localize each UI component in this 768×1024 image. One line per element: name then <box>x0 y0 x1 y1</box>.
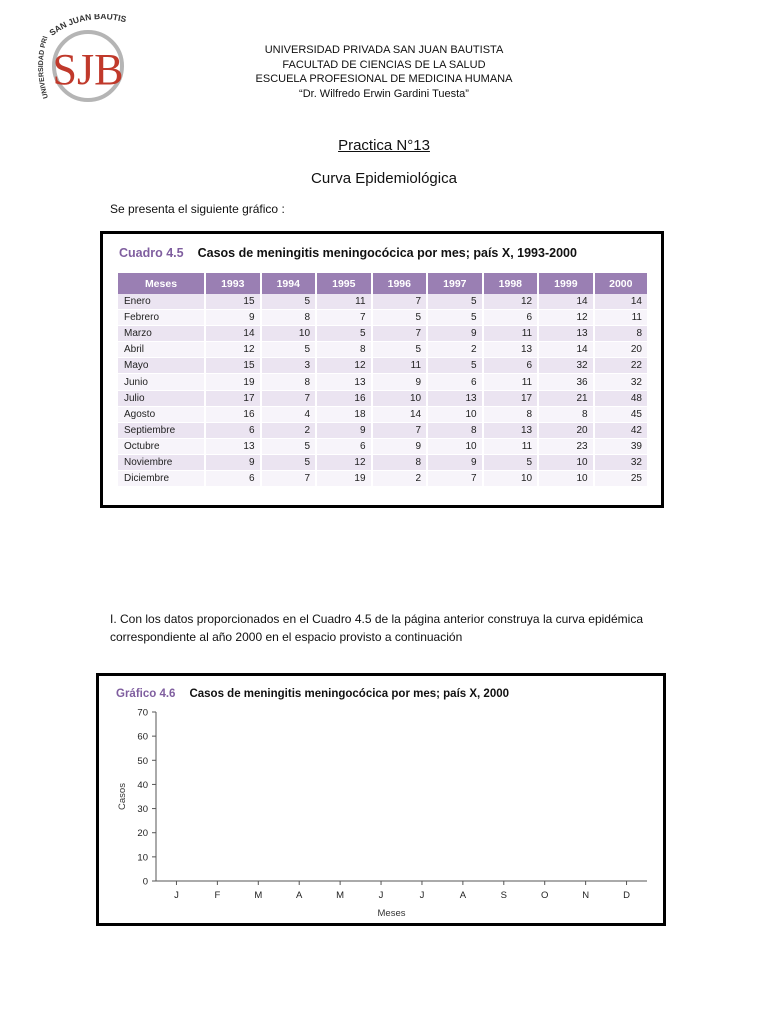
table-row <box>118 454 647 470</box>
table-header-row <box>118 273 647 294</box>
cases-cell: 6 <box>205 422 261 438</box>
cases-cell: 8 <box>427 422 483 438</box>
table-row <box>118 294 647 310</box>
cases-cell: 9 <box>205 310 261 326</box>
column-header-year: 1993 <box>205 273 261 294</box>
cases-cell: 45 <box>594 406 647 422</box>
column-header-year: 2000 <box>594 273 647 294</box>
cases-cell: 7 <box>261 471 317 487</box>
cases-cell: 14 <box>594 294 647 310</box>
cases-cell: 10 <box>372 390 428 406</box>
cases-cell: 13 <box>316 374 372 390</box>
cases-cell: 14 <box>205 326 261 342</box>
table-row <box>118 471 647 487</box>
cases-cell: 11 <box>483 374 539 390</box>
cases-cell: 11 <box>316 294 372 310</box>
cases-cell: 8 <box>261 310 317 326</box>
y-tick-label: 50 <box>137 755 148 767</box>
cases-cell: 18 <box>316 406 372 422</box>
month-cell: Febrero <box>118 310 205 326</box>
month-cell: Enero <box>118 294 205 310</box>
y-tick-label: 0 <box>142 876 148 888</box>
table-caption <box>119 246 577 260</box>
cases-cell: 14 <box>538 294 594 310</box>
cases-cell: 11 <box>483 438 539 454</box>
table-row <box>118 406 647 422</box>
month-cell: Abril <box>118 342 205 358</box>
cases-cell: 13 <box>483 422 539 438</box>
table-row <box>118 374 647 390</box>
x-tick-label: A <box>296 890 303 901</box>
table-title: Casos de meningitis meningocócica por mes; país X, 1993-2000 <box>197 246 577 260</box>
cases-cell: 9 <box>316 422 372 438</box>
logo-monogram: SJB <box>52 45 124 94</box>
cases-cell: 8 <box>538 406 594 422</box>
x-tick-label: S <box>500 890 507 901</box>
cases-cell: 5 <box>427 310 483 326</box>
cases-cell: 14 <box>372 406 428 422</box>
cases-cell: 12 <box>538 310 594 326</box>
cases-cell: 6 <box>316 438 372 454</box>
table-row <box>118 358 647 374</box>
table-row <box>118 310 647 326</box>
cases-cell: 5 <box>372 310 428 326</box>
cases-cell: 15 <box>205 358 261 374</box>
cases-cell: 2 <box>261 422 317 438</box>
cases-cell: 6 <box>427 374 483 390</box>
cases-cell: 12 <box>483 294 539 310</box>
x-tick-label: D <box>623 890 630 901</box>
cases-cell: 48 <box>594 390 647 406</box>
cases-cell: 7 <box>427 471 483 487</box>
cases-cell: 2 <box>427 342 483 358</box>
month-cell: Septiembre <box>118 422 205 438</box>
x-tick-label: F <box>214 890 221 901</box>
cases-cell: 10 <box>538 454 594 470</box>
cases-cell: 17 <box>205 390 261 406</box>
practice-subtitle: Curva Epidemiológica <box>311 170 457 187</box>
cases-cell: 23 <box>538 438 594 454</box>
university-logo <box>38 14 130 102</box>
header-line-faculty: FACULTAD DE CIENCIAS DE LA SALUD <box>282 58 486 71</box>
institution-header <box>150 43 618 101</box>
cases-cell: 9 <box>427 454 483 470</box>
y-axis-title: Casos <box>117 783 128 810</box>
chart-title: Casos de meningitis meningocócica por mes; país X, 2000 <box>189 688 510 700</box>
table-row <box>118 326 647 342</box>
cases-cell: 12 <box>205 342 261 358</box>
header-line-university: UNIVERSIDAD PRIVADA SAN JUAN BAUTISTA <box>264 44 504 56</box>
cases-cell: 20 <box>538 422 594 438</box>
column-header-months: Meses <box>118 273 205 294</box>
x-tick-label: M <box>254 890 263 901</box>
cases-cell: 15 <box>205 294 261 310</box>
cases-cell: 13 <box>427 390 483 406</box>
y-tick-label: 30 <box>137 804 148 816</box>
cases-cell: 16 <box>316 390 372 406</box>
cases-cell: 5 <box>427 358 483 374</box>
cases-cell: 3 <box>261 358 317 374</box>
cases-cell: 36 <box>538 374 594 390</box>
cases-cell: 19 <box>316 471 372 487</box>
cases-cell: 19 <box>205 374 261 390</box>
table-row <box>118 422 647 438</box>
cases-cell: 16 <box>205 406 261 422</box>
cases-cell: 7 <box>372 294 428 310</box>
x-tick-label: N <box>582 890 590 901</box>
column-header-year: 1999 <box>538 273 594 294</box>
table-body <box>118 294 647 487</box>
cases-cell: 4 <box>261 406 317 422</box>
cases-cell: 7 <box>372 422 428 438</box>
logo-arc-side: UNIVERSIDAD PRI <box>38 35 50 100</box>
cases-cell: 12 <box>316 358 372 374</box>
cases-cell: 9 <box>205 454 261 470</box>
month-cell: Junio <box>118 374 205 390</box>
cases-cell: 9 <box>372 374 428 390</box>
cases-cell: 32 <box>594 374 647 390</box>
month-cell: Octubre <box>118 438 205 454</box>
cases-cell: 5 <box>316 326 372 342</box>
cases-cell: 17 <box>483 390 539 406</box>
cases-cell: 5 <box>483 454 539 470</box>
x-tick-label: O <box>541 890 549 901</box>
cases-cell: 8 <box>372 454 428 470</box>
cases-cell: 11 <box>372 358 428 374</box>
month-cell: Diciembre <box>118 471 205 487</box>
svg-text:UNIVERSIDAD PRIVADA <box>38 14 50 99</box>
chart-figure <box>96 673 666 926</box>
cases-cell: 10 <box>483 471 539 487</box>
cases-cell: 6 <box>483 358 539 374</box>
chart-label: Gráfico 4.6 <box>116 688 176 700</box>
cases-cell: 13 <box>205 438 261 454</box>
cases-cell: 10 <box>538 471 594 487</box>
cases-cell: 8 <box>261 374 317 390</box>
intro-text: Se presenta el siguiente gráfico : <box>110 202 285 216</box>
header-line-school: ESCUELA PROFESIONAL DE MEDICINA HUMANA <box>255 73 513 85</box>
table-label: Cuadro 4.5 <box>119 246 184 260</box>
table-row <box>118 390 647 406</box>
cases-cell: 11 <box>594 310 647 326</box>
x-tick-label: M <box>336 890 345 901</box>
cases-cell: 5 <box>261 294 317 310</box>
y-tick-label: 70 <box>137 707 148 719</box>
empty-epidemic-curve-chart <box>99 676 663 923</box>
cases-cell: 5 <box>427 294 483 310</box>
instruction-text: I. Con los datos proporcionados en el Cuadro 4.5 de la página anterior construya la curva epidémica correspondiente al año 2000 en el espacio provisto a continuación <box>110 612 643 644</box>
cases-cell: 25 <box>594 471 647 487</box>
cases-cell: 42 <box>594 422 647 438</box>
cases-cell: 5 <box>372 342 428 358</box>
cases-cell: 39 <box>594 438 647 454</box>
y-tick-label: 60 <box>137 731 148 743</box>
cases-cell: 6 <box>483 310 539 326</box>
y-tick-label: 10 <box>137 852 148 864</box>
cases-cell: 6 <box>205 471 261 487</box>
month-cell: Agosto <box>118 406 205 422</box>
column-header-year: 1994 <box>261 273 317 294</box>
cases-cell: 2 <box>372 471 428 487</box>
cases-cell: 14 <box>538 342 594 358</box>
month-cell: Mayo <box>118 358 205 374</box>
month-cell: Julio <box>118 390 205 406</box>
column-header-year: 1998 <box>483 273 539 294</box>
y-tick-label: 20 <box>137 828 148 840</box>
x-axis-title: Meses <box>377 908 406 919</box>
cases-cell: 5 <box>261 342 317 358</box>
cases-cell: 20 <box>594 342 647 358</box>
cases-cell: 12 <box>316 454 372 470</box>
y-tick-label: 40 <box>137 779 148 791</box>
month-cell: Marzo <box>118 326 205 342</box>
practice-title: Practica N°13 <box>338 137 430 154</box>
header-line-dedication: “Dr. Wilfredo Erwin Gardini Tuesta” <box>299 87 469 100</box>
cases-cell: 7 <box>261 390 317 406</box>
cases-cell: 7 <box>372 326 428 342</box>
cases-cell: 13 <box>538 326 594 342</box>
column-header-year: 1996 <box>372 273 428 294</box>
cases-cell: 9 <box>427 326 483 342</box>
column-header-year: 1995 <box>316 273 372 294</box>
cases-cell: 8 <box>594 326 647 342</box>
cases-cell: 8 <box>483 406 539 422</box>
cases-cell: 11 <box>483 326 539 342</box>
cases-table <box>118 273 647 487</box>
x-tick-label: A <box>459 890 467 901</box>
cases-cell: 13 <box>483 342 539 358</box>
cases-cell: 32 <box>538 358 594 374</box>
cases-cell: 9 <box>372 438 428 454</box>
cases-cell: 10 <box>427 406 483 422</box>
cases-cell: 8 <box>316 342 372 358</box>
cases-cell: 22 <box>594 358 647 374</box>
x-tick-label: J <box>419 890 425 901</box>
table-row <box>118 438 647 454</box>
university-seal-icon <box>38 14 130 102</box>
cases-table-figure <box>100 231 664 508</box>
column-header-year: 1997 <box>427 273 483 294</box>
cases-cell: 21 <box>538 390 594 406</box>
cases-cell: 10 <box>427 438 483 454</box>
cases-cell: 5 <box>261 438 317 454</box>
cases-cell: 5 <box>261 454 317 470</box>
x-tick-label: J <box>378 890 384 901</box>
cases-cell: 32 <box>594 454 647 470</box>
logo-arc-top: SAN JUAN BAUTIS <box>47 14 128 38</box>
cases-cell: 10 <box>261 326 317 342</box>
cases-cell: 7 <box>316 310 372 326</box>
x-tick-label: J <box>174 890 179 901</box>
month-cell: Noviembre <box>118 454 205 470</box>
table-row <box>118 342 647 358</box>
